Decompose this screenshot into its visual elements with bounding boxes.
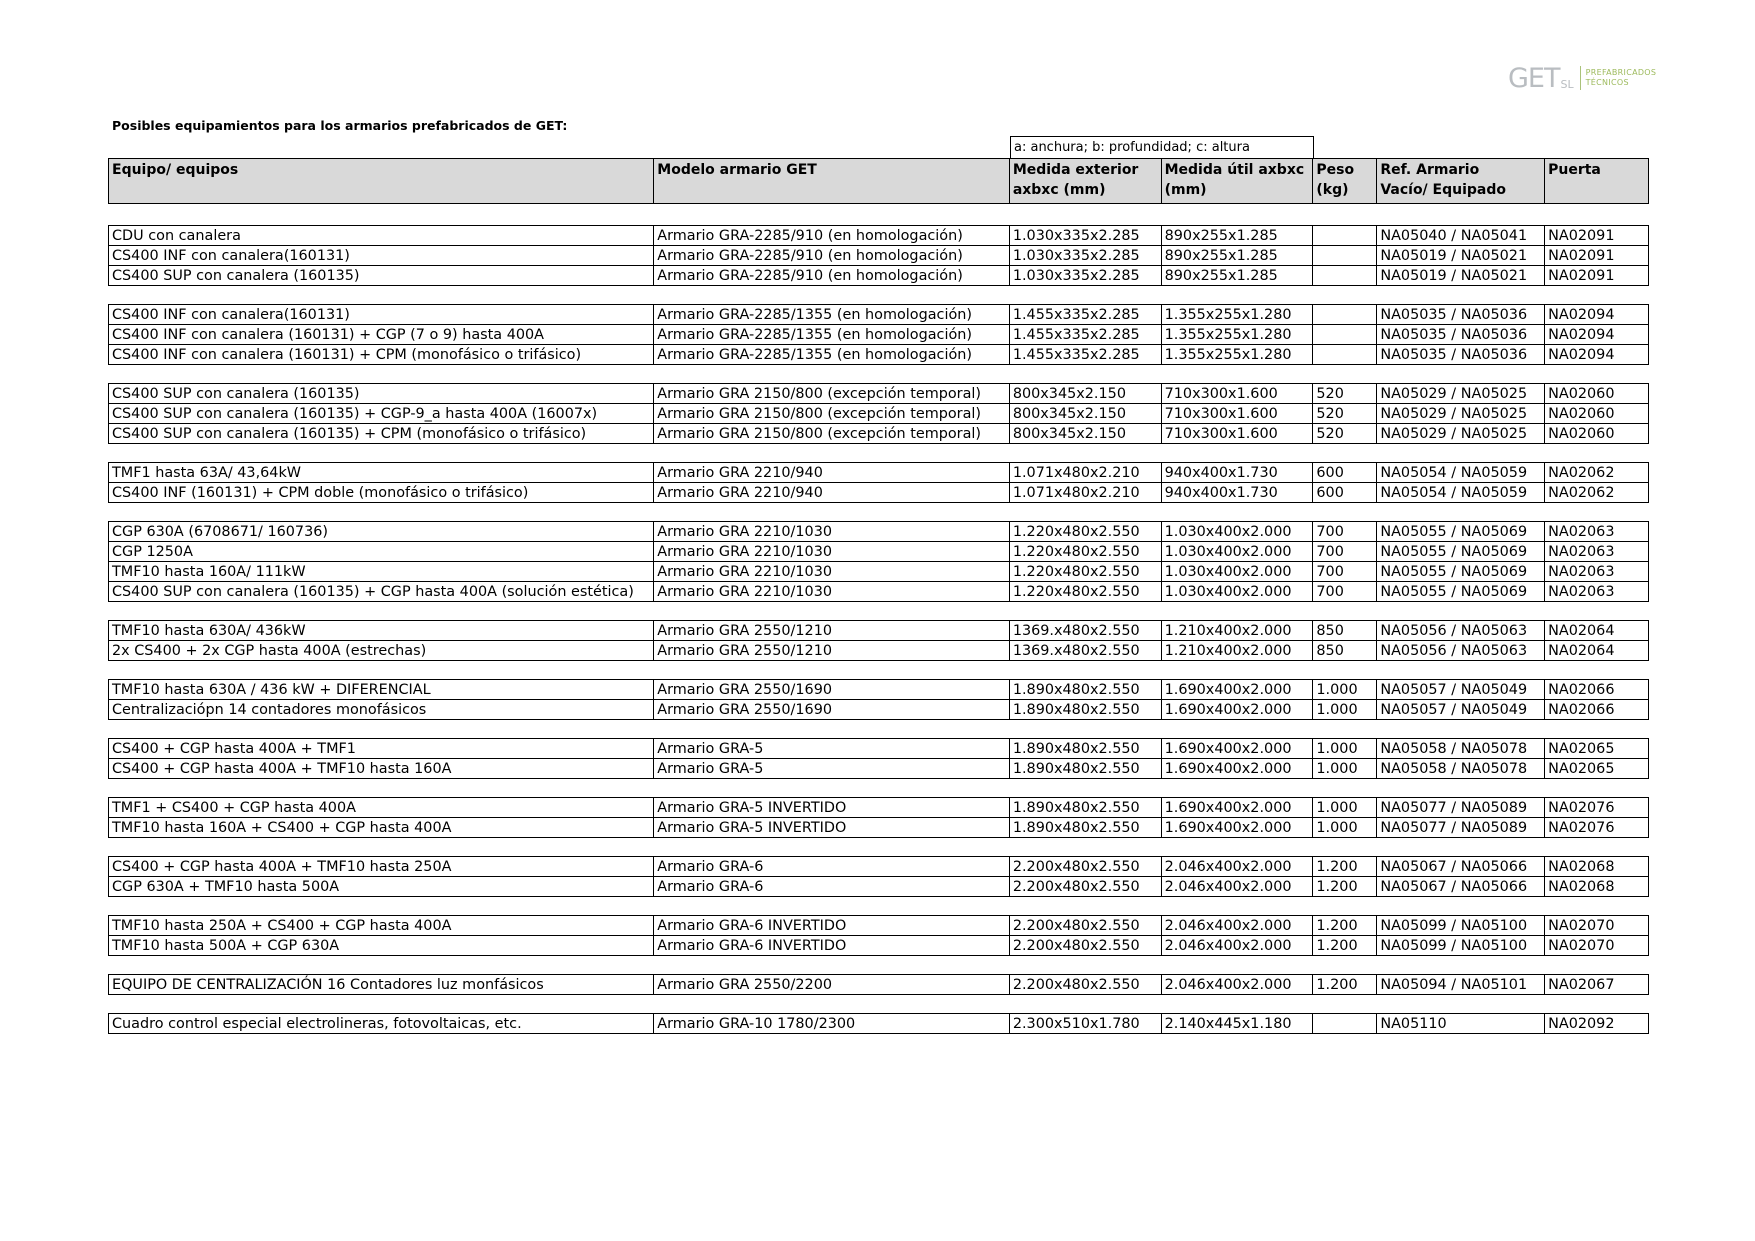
- cell-equipo: CS400 INF (160131) + CPM doble (monofásico o trifásico): [109, 483, 654, 502]
- cell-equipo: CS400 INF con canalera (160131) + CPM (monofásico o trifásico): [109, 345, 654, 364]
- cell-puerta: NA02068: [1548, 879, 1615, 895]
- table-row: [108, 325, 1649, 345]
- cell-medida-exterior: 1.071x480x2.210: [1010, 463, 1162, 482]
- cell-ref-armario: NA05056 / NA05063: [1377, 621, 1545, 640]
- cell-ref-armario: NA05019 / NA05021: [1377, 266, 1545, 285]
- header-modelo: Modelo armario GET: [654, 159, 1010, 203]
- table-row: [108, 738, 1649, 759]
- table-row: [108, 404, 1649, 424]
- cell-equipo: 2x CS400 + 2x CGP hasta 400A (estrechas): [109, 641, 654, 660]
- cell-ref-armario: NA05058 / NA05078: [1377, 759, 1545, 778]
- cell-modelo: Armario GRA-10 1780/2300: [654, 1014, 1010, 1033]
- cell-puerta: NA02066: [1548, 682, 1615, 698]
- cell-equipo: CGP 1250A: [109, 542, 654, 561]
- cell-modelo: Armario GRA 2210/1030: [654, 562, 1010, 581]
- cell-modelo: Armario GRA-6 INVERTIDO: [654, 936, 1010, 955]
- cell-equipo: CS400 INF con canalera(160131): [109, 305, 654, 324]
- cell-medida-exterior: 2.200x480x2.550: [1010, 916, 1162, 935]
- cell-modelo: Armario GRA-5: [654, 739, 1010, 758]
- cell-ref-armario: NA05077 / NA05089: [1377, 818, 1545, 837]
- table-row: [108, 383, 1649, 404]
- table-row: [108, 225, 1649, 246]
- cell-medida-exterior: 1.220x480x2.550: [1010, 542, 1162, 561]
- cell-medida-exterior: 800x345x2.150: [1010, 424, 1162, 443]
- cell-medida-exterior: 800x345x2.150: [1010, 384, 1162, 403]
- cell-equipo: CS400 SUP con canalera (160135) + CGP-9_a hasta 400A (16007x): [109, 404, 654, 423]
- table-row: [108, 700, 1649, 720]
- page-title: Posibles equipamientos para los armarios prefabricados de GET:: [112, 118, 568, 133]
- cell-modelo: Armario GRA-2285/910 (en homologación): [654, 246, 1010, 265]
- cell-ref-armario: NA05057 / NA05049: [1377, 680, 1545, 699]
- cell-ref-armario: NA05029 / NA05025: [1377, 404, 1545, 423]
- table-row: [108, 582, 1649, 602]
- table-row: [108, 266, 1649, 286]
- table-row: [108, 818, 1649, 838]
- cell-modelo: Armario GRA-2285/910 (en homologación): [654, 266, 1010, 285]
- cell-peso: 600: [1313, 483, 1377, 502]
- cell-equipo: CS400 SUP con canalera (160135) + CGP hasta 400A (solución estética): [109, 582, 654, 601]
- cell-medida-exterior: 2.300x510x1.780: [1010, 1014, 1162, 1033]
- cell-modelo: Armario GRA 2210/1030: [654, 542, 1010, 561]
- cell-equipo: CS400 INF con canalera (160131) + CGP (7 o 9) hasta 400A: [109, 325, 654, 344]
- cell-medida-util: 2.046x400x2.000: [1162, 857, 1314, 876]
- cell-modelo: Armario GRA 2150/800 (excepción temporal): [654, 404, 1010, 423]
- cell-equipo: CGP 630A + TMF10 hasta 500A: [109, 877, 654, 896]
- table-row: [108, 521, 1649, 542]
- cell-puerta: NA02068: [1548, 859, 1615, 875]
- cell-peso: 1.200: [1313, 857, 1377, 876]
- cell-peso: 1.000: [1313, 759, 1377, 778]
- cell-peso: 1.200: [1313, 975, 1377, 994]
- logo-tagline-line-2: TÉCNICOS: [1585, 78, 1629, 87]
- cell-peso: [1313, 345, 1377, 364]
- cell-ref-armario: NA05040 / NA05041: [1377, 226, 1545, 245]
- cell-ref-armario: NA05099 / NA05100: [1377, 916, 1545, 935]
- header-medida-exterior: Medida exterior axbxc (mm): [1010, 159, 1162, 203]
- cell-ref-armario: NA05055 / NA05069: [1377, 562, 1545, 581]
- cell-puerta: NA02060: [1548, 386, 1615, 402]
- cell-medida-exterior: 1.890x480x2.550: [1010, 680, 1162, 699]
- cell-peso: 850: [1313, 621, 1377, 640]
- cell-medida-exterior: 1.890x480x2.550: [1010, 700, 1162, 719]
- table-row: [108, 936, 1649, 956]
- cell-ref-armario: NA05054 / NA05059: [1377, 463, 1545, 482]
- cell-ref-armario: NA05029 / NA05025: [1377, 384, 1545, 403]
- cell-equipo: CS400 SUP con canalera (160135) + CPM (monofásico o trifásico): [109, 424, 654, 443]
- cell-medida-util: 1.355x255x1.280: [1162, 325, 1314, 344]
- cell-medida-util: 2.046x400x2.000: [1162, 877, 1314, 896]
- cell-puerta: NA02064: [1548, 643, 1615, 659]
- cell-peso: 1.200: [1313, 936, 1377, 955]
- cell-peso: [1313, 1014, 1377, 1033]
- cell-medida-exterior: 1.030x335x2.285: [1010, 226, 1162, 245]
- cell-ref-armario: NA05058 / NA05078: [1377, 739, 1545, 758]
- cell-puerta: NA02094: [1548, 307, 1615, 323]
- header-peso: Peso (kg): [1313, 159, 1377, 203]
- cell-peso: 1.000: [1313, 739, 1377, 758]
- cell-ref-armario: NA05056 / NA05063: [1377, 641, 1545, 660]
- cell-ref-armario: NA05057 / NA05049: [1377, 700, 1545, 719]
- cell-modelo: Armario GRA 2550/2200: [654, 975, 1010, 994]
- cell-medida-exterior: 1369.x480x2.550: [1010, 621, 1162, 640]
- cell-puerta: NA02076: [1548, 820, 1615, 836]
- cell-puerta: NA02091: [1548, 268, 1615, 284]
- table-row: [108, 304, 1649, 325]
- cell-puerta: NA02094: [1548, 347, 1615, 363]
- cell-medida-exterior: 2.200x480x2.550: [1010, 975, 1162, 994]
- cell-puerta: NA02064: [1548, 623, 1615, 639]
- cell-medida-exterior: 1.220x480x2.550: [1010, 582, 1162, 601]
- cell-peso: 1.000: [1313, 798, 1377, 817]
- cell-medida-util: 1.210x400x2.000: [1162, 621, 1314, 640]
- cell-puerta: NA02062: [1548, 465, 1615, 481]
- cell-medida-util: 1.030x400x2.000: [1162, 562, 1314, 581]
- cell-equipo: CS400 + CGP hasta 400A + TMF10 hasta 160A: [109, 759, 654, 778]
- cell-medida-util: 1.030x400x2.000: [1162, 522, 1314, 541]
- cell-equipo: TMF10 hasta 630A/ 436kW: [109, 621, 654, 640]
- logo-tagline-line-1: PREFABRICADOS: [1585, 68, 1657, 77]
- cell-medida-util: 1.030x400x2.000: [1162, 542, 1314, 561]
- cell-ref-armario: NA05055 / NA05069: [1377, 542, 1545, 561]
- logo-divider: [1580, 66, 1581, 90]
- cell-medida-util: 1.690x400x2.000: [1162, 798, 1314, 817]
- cell-peso: 1.200: [1313, 916, 1377, 935]
- cell-peso: 520: [1313, 424, 1377, 443]
- cell-peso: 1.000: [1313, 680, 1377, 699]
- cell-medida-exterior: 1.890x480x2.550: [1010, 739, 1162, 758]
- table-row: [108, 562, 1649, 582]
- cell-equipo: TMF10 hasta 630A / 436 kW + DIFERENCIAL: [109, 680, 654, 699]
- cell-puerta: NA02076: [1548, 800, 1615, 816]
- cell-modelo: Armario GRA-2285/1355 (en homologación): [654, 305, 1010, 324]
- cell-equipo: CS400 + CGP hasta 400A + TMF1: [109, 739, 654, 758]
- cell-puerta: NA02066: [1548, 702, 1615, 718]
- cell-ref-armario: NA05054 / NA05059: [1377, 483, 1545, 502]
- cell-medida-util: 890x255x1.285: [1162, 226, 1314, 245]
- cell-equipo: TMF10 hasta 500A + CGP 630A: [109, 936, 654, 955]
- cell-peso: 850: [1313, 641, 1377, 660]
- cell-modelo: Armario GRA 2210/1030: [654, 522, 1010, 541]
- header-equipo: Equipo/ equipos: [109, 159, 654, 203]
- header-puerta: Puerta: [1548, 162, 1601, 178]
- cell-medida-util: 890x255x1.285: [1162, 266, 1314, 285]
- cell-medida-exterior: 1.890x480x2.550: [1010, 798, 1162, 817]
- cell-equipo: Centralizaciópn 14 contadores monofásicos: [109, 700, 654, 719]
- cell-medida-util: 1.690x400x2.000: [1162, 818, 1314, 837]
- cell-equipo: CDU con canalera: [109, 226, 654, 245]
- cell-ref-armario: NA05094 / NA05101: [1377, 975, 1545, 994]
- table-row: [108, 759, 1649, 779]
- cell-ref-armario: NA05067 / NA05066: [1377, 857, 1545, 876]
- logo-suffix: SL: [1560, 77, 1574, 91]
- cell-ref-armario: NA05019 / NA05021: [1377, 246, 1545, 265]
- cell-medida-exterior: 2.200x480x2.550: [1010, 877, 1162, 896]
- cell-medida-util: 1.030x400x2.000: [1162, 582, 1314, 601]
- cell-medida-exterior: 2.200x480x2.550: [1010, 857, 1162, 876]
- cell-medida-exterior: 1.455x335x2.285: [1010, 345, 1162, 364]
- cell-peso: [1313, 246, 1377, 265]
- cell-equipo: CS400 SUP con canalera (160135): [109, 266, 654, 285]
- cell-ref-armario: NA05029 / NA05025: [1377, 424, 1545, 443]
- cell-puerta: NA02070: [1548, 918, 1615, 934]
- cell-ref-armario: NA05110: [1377, 1014, 1545, 1033]
- table-row: [108, 542, 1649, 562]
- cell-puerta: NA02067: [1548, 977, 1615, 993]
- cell-equipo: CS400 SUP con canalera (160135): [109, 384, 654, 403]
- cell-ref-armario: NA05077 / NA05089: [1377, 798, 1545, 817]
- logo-brand: GET: [1508, 62, 1560, 94]
- cell-puerta: NA02063: [1548, 524, 1615, 540]
- cell-ref-armario: NA05035 / NA05036: [1377, 325, 1545, 344]
- dimensions-note: a: anchura; b: profundidad; c: altura: [1010, 136, 1314, 158]
- table-row: [108, 679, 1649, 700]
- cell-medida-exterior: 1.455x335x2.285: [1010, 305, 1162, 324]
- cell-peso: 1.000: [1313, 700, 1377, 719]
- table-row: [108, 877, 1649, 897]
- cell-peso: [1313, 266, 1377, 285]
- cell-ref-armario: NA05035 / NA05036: [1377, 305, 1545, 324]
- company-logo: [1508, 60, 1656, 96]
- cell-puerta: NA02091: [1548, 248, 1615, 264]
- cell-modelo: Armario GRA-2285/1355 (en homologación): [654, 325, 1010, 344]
- cell-peso: 600: [1313, 463, 1377, 482]
- cell-puerta: NA02094: [1548, 327, 1615, 343]
- cell-ref-armario: NA05067 / NA05066: [1377, 877, 1545, 896]
- cell-modelo: Armario GRA 2210/940: [654, 483, 1010, 502]
- cell-medida-util: 1.210x400x2.000: [1162, 641, 1314, 660]
- table-row: [108, 246, 1649, 266]
- cell-puerta: NA02091: [1548, 228, 1615, 244]
- cell-medida-exterior: 1.890x480x2.550: [1010, 818, 1162, 837]
- cell-modelo: Armario GRA-6 INVERTIDO: [654, 916, 1010, 935]
- cell-modelo: Armario GRA 2550/1210: [654, 641, 1010, 660]
- cell-puerta: NA02063: [1548, 584, 1615, 600]
- cell-medida-exterior: 1.890x480x2.550: [1010, 759, 1162, 778]
- cell-modelo: Armario GRA 2210/940: [654, 463, 1010, 482]
- cell-medida-exterior: 1.220x480x2.550: [1010, 562, 1162, 581]
- cell-medida-util: 1.355x255x1.280: [1162, 345, 1314, 364]
- table-header: [108, 158, 1649, 204]
- cell-modelo: Armario GRA-2285/1355 (en homologación): [654, 345, 1010, 364]
- cell-equipo: TMF1 hasta 63A/ 43,64kW: [109, 463, 654, 482]
- cell-medida-util: 1.690x400x2.000: [1162, 739, 1314, 758]
- cell-medida-util: 1.690x400x2.000: [1162, 759, 1314, 778]
- cell-medida-exterior: 1.030x335x2.285: [1010, 266, 1162, 285]
- cell-equipo: EQUIPO DE CENTRALIZACIÓN 16 Contadores luz monfásicos: [109, 975, 654, 994]
- cell-modelo: Armario GRA-6: [654, 877, 1010, 896]
- cell-ref-armario: NA05035 / NA05036: [1377, 345, 1545, 364]
- table-row: [108, 641, 1649, 661]
- cell-medida-util: 710x300x1.600: [1162, 384, 1314, 403]
- cell-puerta: NA02063: [1548, 564, 1615, 580]
- cell-modelo: Armario GRA 2150/800 (excepción temporal): [654, 424, 1010, 443]
- cell-peso: [1313, 305, 1377, 324]
- cell-medida-exterior: 1369.x480x2.550: [1010, 641, 1162, 660]
- cell-peso: 700: [1313, 522, 1377, 541]
- cell-medida-exterior: 1.220x480x2.550: [1010, 522, 1162, 541]
- table-row: [108, 974, 1649, 995]
- cell-peso: 700: [1313, 542, 1377, 561]
- cell-modelo: Armario GRA-5 INVERTIDO: [654, 818, 1010, 837]
- header-medida-util: Medida útil axbxc (mm): [1162, 159, 1314, 203]
- table-row: [108, 1013, 1649, 1034]
- cell-medida-util: 890x255x1.285: [1162, 246, 1314, 265]
- table-row: [108, 856, 1649, 877]
- cell-equipo: TMF10 hasta 160A + CS400 + CGP hasta 400A: [109, 818, 654, 837]
- cell-peso: 520: [1313, 404, 1377, 423]
- cell-medida-util: 1.690x400x2.000: [1162, 700, 1314, 719]
- cell-medida-exterior: 1.455x335x2.285: [1010, 325, 1162, 344]
- cell-puerta: NA02060: [1548, 406, 1615, 422]
- cell-modelo: Armario GRA 2550/1690: [654, 680, 1010, 699]
- cell-ref-armario: NA05099 / NA05100: [1377, 936, 1545, 955]
- cell-equipo: TMF10 hasta 250A + CS400 + CGP hasta 400A: [109, 916, 654, 935]
- cell-equipo: CS400 + CGP hasta 400A + TMF10 hasta 250A: [109, 857, 654, 876]
- table-row: [108, 915, 1649, 936]
- cell-modelo: Armario GRA-5 INVERTIDO: [654, 798, 1010, 817]
- cell-medida-util: 2.046x400x2.000: [1162, 975, 1314, 994]
- table-row: [108, 797, 1649, 818]
- cell-puerta: NA02063: [1548, 544, 1615, 560]
- cell-ref-armario: NA05055 / NA05069: [1377, 582, 1545, 601]
- table-row: [108, 462, 1649, 483]
- cell-medida-util: 940x400x1.730: [1162, 483, 1314, 502]
- cell-peso: 520: [1313, 384, 1377, 403]
- cell-medida-util: 710x300x1.600: [1162, 424, 1314, 443]
- table-row: [108, 483, 1649, 503]
- cell-modelo: Armario GRA-5: [654, 759, 1010, 778]
- cell-peso: [1313, 325, 1377, 344]
- header-ref-armario: Ref. Armario Vacío/ Equipado: [1377, 159, 1545, 203]
- cell-equipo: TMF1 + CS400 + CGP hasta 400A: [109, 798, 654, 817]
- cell-medida-exterior: 800x345x2.150: [1010, 404, 1162, 423]
- cell-modelo: Armario GRA 2150/800 (excepción temporal): [654, 384, 1010, 403]
- cell-equipo: CGP 630A (6708671/ 160736): [109, 522, 654, 541]
- cell-puerta: NA02065: [1548, 761, 1615, 777]
- cell-peso: 1.200: [1313, 877, 1377, 896]
- cell-equipo: CS400 INF con canalera(160131): [109, 246, 654, 265]
- cell-puerta: NA02060: [1548, 426, 1615, 442]
- cell-equipo: Cuadro control especial electrolineras, fotovoltaicas, etc.: [109, 1014, 654, 1033]
- cell-medida-exterior: 1.030x335x2.285: [1010, 246, 1162, 265]
- cell-modelo: Armario GRA 2550/1210: [654, 621, 1010, 640]
- cell-medida-util: 1.355x255x1.280: [1162, 305, 1314, 324]
- cell-modelo: Armario GRA-2285/910 (en homologación): [654, 226, 1010, 245]
- cell-equipo: TMF10 hasta 160A/ 111kW: [109, 562, 654, 581]
- cell-medida-util: 940x400x1.730: [1162, 463, 1314, 482]
- logo-tagline: [1586, 68, 1657, 88]
- table-row: [108, 424, 1649, 444]
- cell-peso: 1.000: [1313, 818, 1377, 837]
- cell-modelo: Armario GRA 2210/1030: [654, 582, 1010, 601]
- cell-medida-util: 1.690x400x2.000: [1162, 680, 1314, 699]
- table-row: [108, 620, 1649, 641]
- cell-medida-util: 2.046x400x2.000: [1162, 936, 1314, 955]
- cell-peso: 700: [1313, 562, 1377, 581]
- cell-medida-exterior: 1.071x480x2.210: [1010, 483, 1162, 502]
- cell-peso: 700: [1313, 582, 1377, 601]
- table-row: [108, 345, 1649, 365]
- cell-ref-armario: NA05055 / NA05069: [1377, 522, 1545, 541]
- cell-modelo: Armario GRA 2550/1690: [654, 700, 1010, 719]
- cell-puerta: NA02092: [1548, 1016, 1615, 1032]
- cell-puerta: NA02062: [1548, 485, 1615, 501]
- cell-medida-util: 2.046x400x2.000: [1162, 916, 1314, 935]
- cell-puerta: NA02065: [1548, 741, 1615, 757]
- cell-medida-util: 710x300x1.600: [1162, 404, 1314, 423]
- cell-peso: [1313, 226, 1377, 245]
- cell-medida-exterior: 2.200x480x2.550: [1010, 936, 1162, 955]
- cell-puerta: NA02070: [1548, 938, 1615, 954]
- cell-medida-util: 2.140x445x1.180: [1162, 1014, 1314, 1033]
- cell-modelo: Armario GRA-6: [654, 857, 1010, 876]
